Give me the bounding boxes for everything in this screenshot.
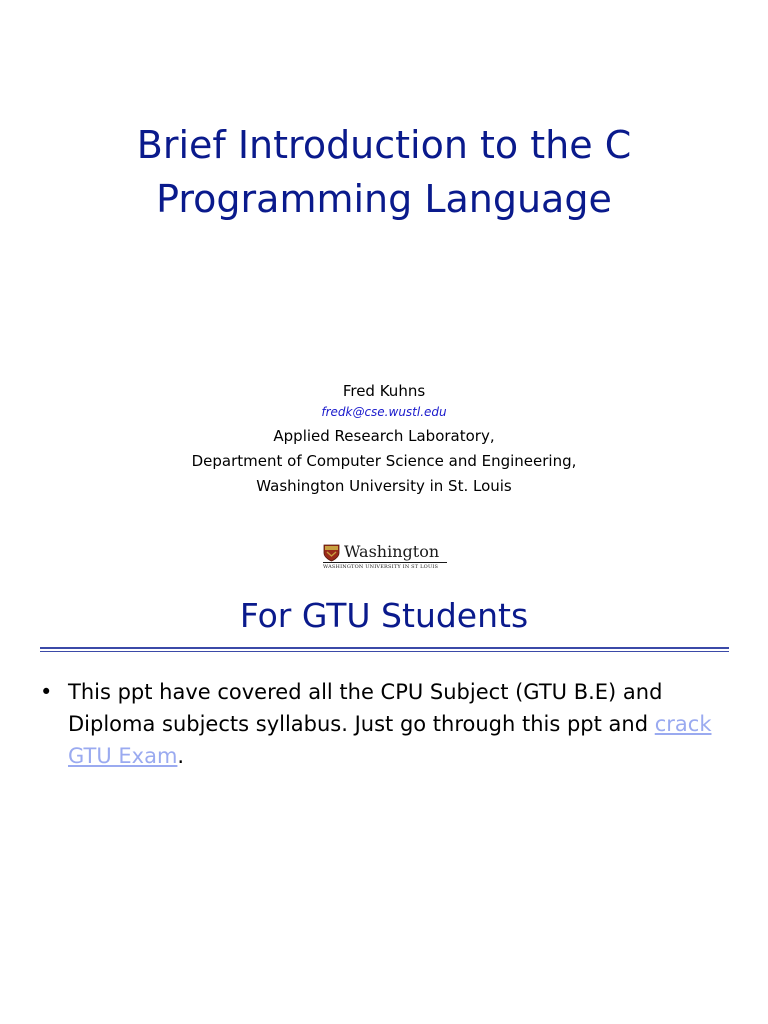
bullet-list	[40, 676, 740, 772]
section-heading: For GTU Students	[239, 596, 529, 635]
author-email-link[interactable]: fredk@cse.wustl.edu	[321, 405, 447, 419]
affiliation-lab: Applied Research Laboratory,	[273, 427, 495, 445]
logo-tagline: WASHINGTON UNIVERSITY IN ST LOUIS	[323, 562, 447, 570]
crack-gtu-exam-link[interactable]: crack GTU Exam	[68, 712, 712, 768]
affiliation-university: Washington University in St. Louis	[256, 477, 512, 495]
bullet-item	[40, 676, 740, 772]
heading-divider	[40, 647, 729, 652]
bullet-dot-icon: •	[40, 680, 53, 704]
title-line-2: Programming Language	[156, 177, 612, 221]
author-name: Fred Kuhns	[342, 382, 426, 400]
title-line-1: Brief Introduction to the C	[136, 123, 632, 167]
washington-university-logo	[323, 542, 447, 572]
bullet-text: This ppt have covered all the CPU Subject (GTU B.E) and Diploma subjects syllabus. Just go through this ppt and	[68, 680, 663, 736]
bullet-text-end: .	[177, 744, 185, 768]
university-shield-icon	[323, 544, 340, 562]
logo-wordmark: Washington	[344, 542, 440, 561]
author-block	[40, 377, 728, 497]
slide-title	[40, 118, 728, 226]
affiliation-department: Department of Computer Science and Engineering,	[191, 452, 577, 470]
